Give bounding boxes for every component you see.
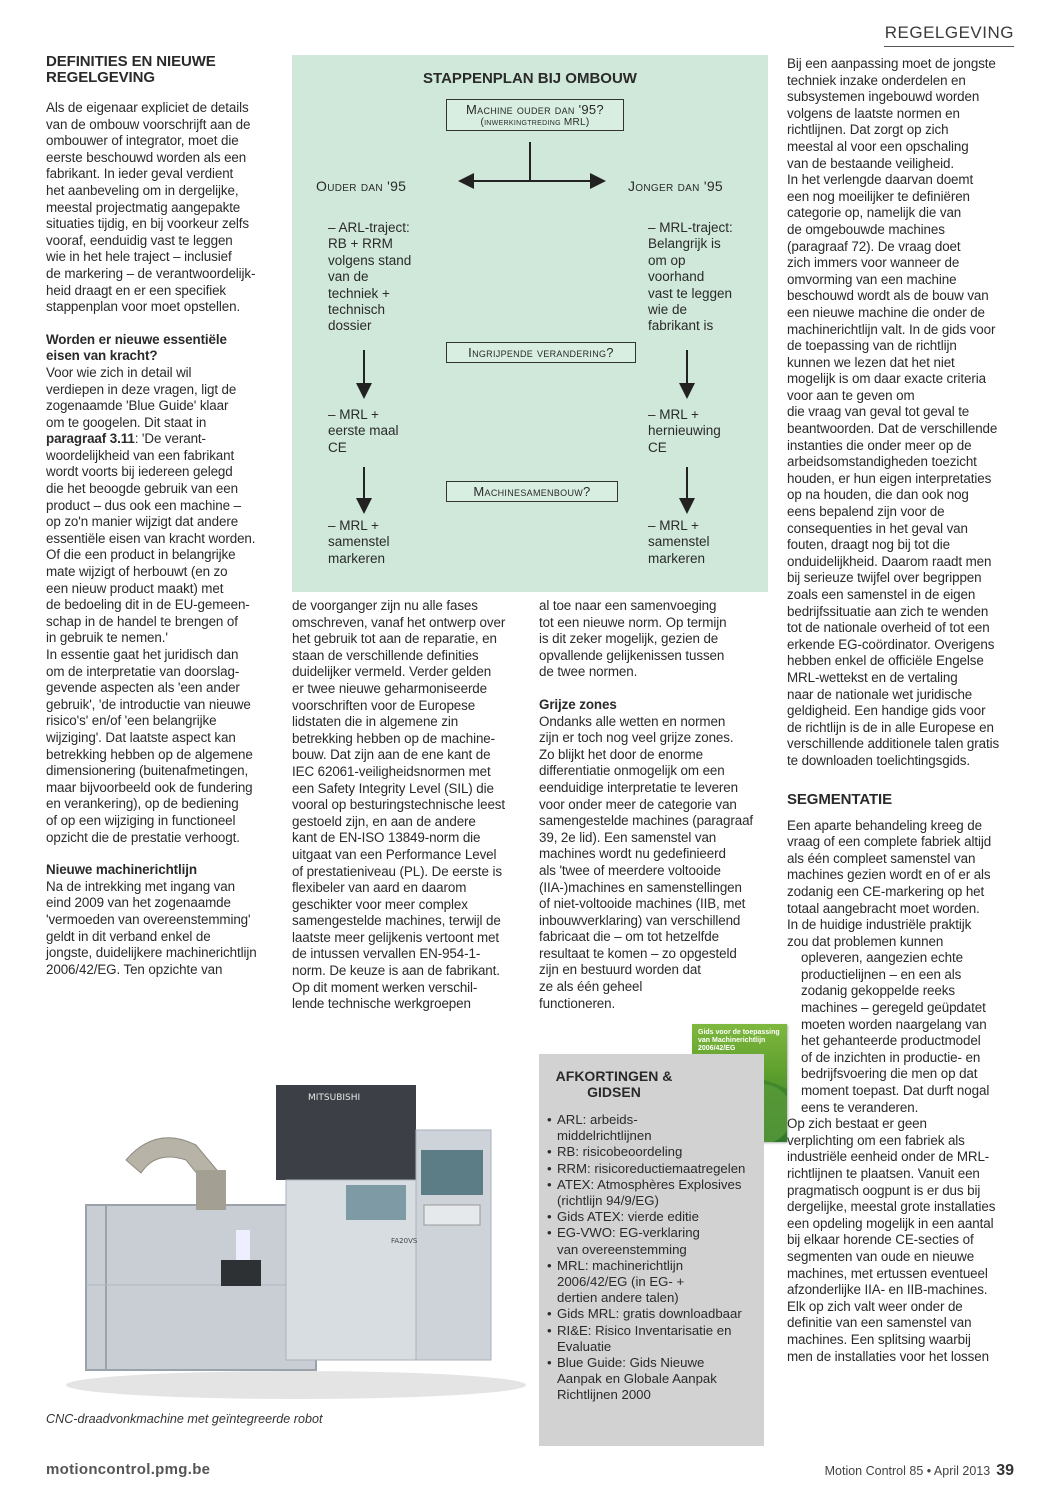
step-arl-traject: – ARL-traject: RB + RRM volgens stand van de techniek + technisch dossier: [328, 220, 412, 334]
subheading-grijze-zones: Grijze zones: [539, 696, 617, 712]
footer-issue: [825, 1462, 1014, 1480]
flowchart-title: STAPPENPLAN BIJ OMBOUW: [423, 70, 637, 87]
paragraph: [46, 365, 278, 647]
paragraph: Bij een aanpassing moet de jongste techniek inzake onderdelen en subsystemen ingebouwd worden volgens de laatste normen en richtlijnen. Dat zorgt op zich meestal al voor een opschaling van de bestaande veiligheid.: [787, 56, 996, 171]
page-number: 39: [996, 1462, 1014, 1479]
list-item: • MRL: machinerichtlijn 2006/42/EG (in EG- + dertien andere talen): [547, 1258, 762, 1307]
list-item: • ATEX: Atmosphères Explosives (richtlijn 94/9/EG): [547, 1177, 762, 1209]
step-eerste-ce: – MRL + eerste maal CE: [328, 407, 399, 455]
paragraph: Ondanks alle wetten en normen zijn er toch nog veel grijze zones. Zo blijkt het door de enorme differentiatie onmogelijk om een eenduidige interpretatie te leveren voor onder meer de categorie van samengestelde machines (paragraaf 39, 2e lid). Een samenstel van machines wordt nu gedefinieerd als 'twee of meerdere voltooide (IIA-)machines en samenstellingen of niet-voltooide machines (IIB, met inbouwverklaring) van verschillend fabricaat die – om tot hetzelfde resultaat te komen – zo opgesteld zijn en bestuurd worden dat ze als één geheel functioneren.: [539, 713, 754, 1011]
heading-segmentatie: SEGMENTATIE: [787, 790, 893, 808]
paragraph: In het verlengde daarvan doemt een nog moeilijker te definiëren categorie op, namelijk die van de omgebouwde machines (paragraaf 72). De vraag doet zich immers voor wanneer de omvorming van een machine beschouwd wordt als de bouw van een nieuwe machine die onder de machinerichtlijn valt. In de gids voor de toepassing van de richtlijn kunnen we lezen dat het niet mogelijk is om daar exacte criteria voor aan te geven om die vraag van geval tot geval te beantwoorden. Dat de verschillende instanties die onder meer op de arbeidsomstandigheden toezicht houden, er hun eigen interpretaties op na houden, die dan ook nog eens bepalend zijn voor de consequenties in het geval van fouten, draagt nog bij tot die onduidelijkheid. Daarom raadt men bij serieuze twijfel over begrippen zoals een samenstel in de eigen bedrijfssituatie aan zich te wenden tot de nationale overheid of tot een erkende EG-coördinator. Overigens hebben enkel de officiële Engelse MRL-wettekst en de vertaling naar de nationale wet juridische geldigheid. Een handige gids voor de richtlijn is de in alle Europese en verschillende additionele talen gratis te downloaden toelichtingsgids.: [787, 172, 1000, 768]
paragraph: Een aparte behandeling kreeg de vraag of een complete fabriek altijd als één compleet samenstel van machines gezien wordt en of er als zodanig een CE-markering op het totaal aangebracht moet worden. In de huidige industriële praktijk zou dat problemen kunnen: [787, 817, 992, 949]
paragraph: Als de eigenaar expliciet de details van de ombouw voorschrijft aan de ombouwer of integrator, moet die eerste beschouwd worden als een fabrikant. In ieder geval verdient het aanbeveling om in dergelijke, meestal projectmatig aangepakte situaties tijdig, en bij voorkeur zelfs vooraf, eenduidig vast te leggen wie in het hele traject – inclusief de markering – de verantwoordelijk- heid draagt en er een specifiek stappenplan voor moet opstellen.: [46, 100, 256, 315]
paragraph: de voorganger zijn nu alle fases omschreven, vanaf het ontwerp over het gebruik tot aan de reparatie, en staan de verschillende definities duidelijker vermeld. Verder gelden er twee nieuwe geharmoniseerde voorschriften voor de Europese lidstaten die in algemene zin betrekking hebben op de machine- bouw. Dat zijn aan de ene kant de IEC 62061-veiligheidsnormen met een Safety Integrity Level (SIL) die vooral op besturingstechnische leest gestoeld zijn, en aan de andere kant de EN-ISO 13849-norm die uitgaat van een Performance Level of prestatieniveau (PL). De eerste is flexibeler van aard en daarom geschikter voor meer complex samengestelde machines, terwijl de laatste meer gelijkenis vertoont met de intussen vervallen EN-954-1- norm. De keuze is aan de fabrikant. Op dit moment werken verschil- lende technische werkgroepen: [292, 598, 506, 1012]
footer-issue-text: Motion Control 85 • April 2013: [824, 1464, 991, 1478]
list-item: • Gids ATEX: vierde editie: [547, 1209, 762, 1225]
heading-definities: DEFINITIES EN NIEUWE REGELGEVING: [46, 53, 216, 86]
brand-label: MITSUBISHI: [308, 1093, 361, 1103]
text-run: Voor wie zich in detail wil verdiepen in deze vragen, ligt de zogenaamde 'Blue Guide' klaar om te googelen. Dit staat in: [46, 364, 237, 430]
branch-younger: Jonger dan '95: [628, 178, 724, 194]
paragraph: Na de intrekking met ingang van eind 2009 van het zogenaamde 'vermoeden van overeenstemming' geldt in dit verband enkel de jongste, duidelijkere machinerichtlijn 2006/42/EG. Ten opzichte van: [46, 878, 257, 977]
list-item: • RRM: risicoreductiemaatregelen: [547, 1161, 762, 1177]
subheading-nieuwe-machinerichtlijn: Nieuwe machinerichtlijn: [46, 862, 197, 878]
step-hernieuwing-ce: – MRL + hernieuwing CE: [648, 407, 721, 455]
step-samenstel-right: – MRL + samenstel markeren: [648, 518, 710, 566]
section-label: REGELGEVING: [884, 23, 1014, 42]
abbreviations-box: [539, 1054, 764, 1446]
subheading-essentiele-eisen: Worden er nieuwe essentiële eisen van kracht?: [46, 331, 227, 364]
cnc-machine-illustration: [46, 1055, 526, 1405]
list-item: • RB: risicobeoordeling: [547, 1144, 762, 1160]
column-3: [539, 598, 771, 1012]
branch-older: Ouder dan '95: [316, 178, 407, 194]
paragraph: Op zich bestaat er geen verplichting om een fabriek als industriële eenheid onder de MRL- richtlijnen te plaatsen. Vanuit een pragmatisch oogpunt is er dus bij dergelijke, meestal grote installaties een opdeling mogelijk in een aantal bij elkaar horende CE-secties of segmenten van oude en nieuwe machines, met ertussen eventueel afzonderlijke IIA- en IIB-machines. Elk op zich valt weer onder de definitie van een samenstel van machines. Een splitsing waarbij men de installaties voor het lossen: [787, 1116, 996, 1364]
flowchart-box: [292, 55, 768, 592]
machine-photo: [46, 1055, 526, 1405]
abbreviations-title: AFKORTINGEN & GIDSEN: [555, 1068, 673, 1100]
step-samenstel-left: – MRL + samenstel markeren: [328, 518, 390, 566]
step-mrl-traject: – MRL-traject: Belangrijk is om op voorhand vast te leggen wie de fabrikant is: [648, 220, 733, 334]
footer-website: motioncontrol.pmg.be: [46, 1461, 211, 1478]
section-rule: [884, 46, 1014, 47]
question-machine-age: [446, 99, 624, 131]
photo-caption: CNC-draadvonkmachine met geïntegreerde robot: [46, 1412, 323, 1426]
column-4: [787, 56, 1019, 1365]
list-item: • EG-VWO: EG-verklaring van overeenstemming: [547, 1225, 762, 1257]
cover-title: Gids voor de toepassing van Machinerichtlijn 2006/42/EG: [698, 1029, 780, 1052]
list-item: • ARL: arbeids- middelrichtlijnen: [547, 1112, 762, 1144]
column-1: [46, 54, 278, 978]
list-item: • Blue Guide: Gids Nieuwe Aanpak en Globale Aanpak Richtlijnen 2000: [547, 1355, 762, 1404]
list-item: • RI&E: Risico Inventarisatie en Evaluatie: [547, 1323, 762, 1355]
abbreviations-list: [547, 1112, 762, 1404]
bold-text: paragraaf 3.11: [46, 431, 135, 447]
model-label: FA20VS: [391, 1237, 418, 1245]
question-subtext: (inwerkingtreding MRL): [480, 117, 590, 128]
paragraph: al toe naar een samenvoeging tot een nieuwe norm. Op termijn is dit zeker mogelijk, gezien de opvallende gelijkenissen tussen de twee normen.: [539, 598, 727, 680]
paragraph: In essentie gaat het juridisch dan om de interpretatie van doorslag- gevende aspecten als 'een ander gebruik', 'de introductie van nieuwe risico's' en/of 'een belangrijke wijziging'. Dat laatste aspect kan betrekking hebben op de algemene dimensionering (buitenafmetingen, maar bijvoorbeeld ook de fundering en verankering), op de bediening of op een wijziging in functioneel opzicht die de prestatie verhoogt.: [46, 647, 253, 845]
text-run: : 'De verant- woordelijkheid van een fabrikant wordt voorts bij iedereen gelegd die het beoogde gebruik van een product – dus ook een machine – op zo'n manier wijzigt dat andere essentiële eisen van kracht worden. Of die een product in belangrijke mate wijzigt of herbouwt (en zo een nieuw product maakt) met de bedoeling dit in de EU-gemeen- schap in de handel te brengen of in gebruik te nemen.': [46, 431, 256, 646]
column-2: [292, 598, 524, 1013]
paragraph: opleveren, aangezien echte productielijnen – en een als zodanig gekoppelde reeks machines – geregeld geüpdatet moeten worden naargelang van het gehanteerde productmodel of de inzichten in productie- en bedrijfsvoering die men op dat moment toepast. Dat durft nogal eens te veranderen.: [801, 950, 990, 1115]
question-machinesamenbouw: Machinesamenbouw?: [446, 481, 618, 502]
question-text: Machine ouder dan '95?: [466, 102, 604, 117]
question-ingrijpende-verandering: Ingrijpende verandering?: [446, 342, 636, 363]
list-item: • Gids MRL: gratis downloadbaar: [547, 1306, 762, 1322]
